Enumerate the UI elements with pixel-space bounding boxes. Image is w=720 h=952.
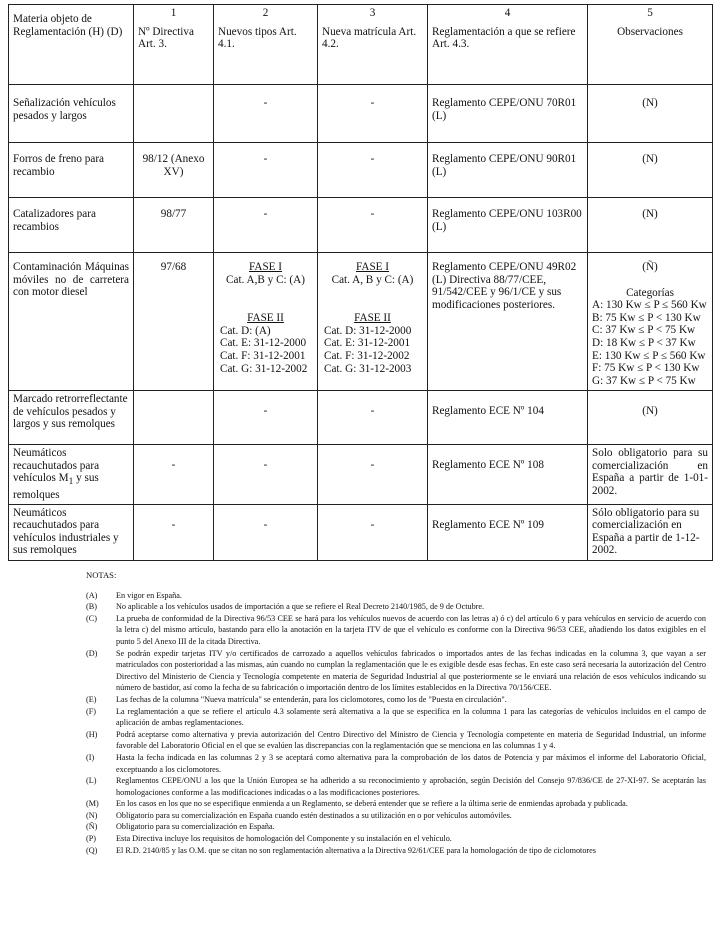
cell-reglamento: Reglamento ECE Nº 109 — [428, 504, 588, 560]
fase-line: Cat. D: 31-12-2000 — [324, 324, 412, 337]
note-item — [86, 752, 706, 775]
note-text: La reglamentación a que se refiere el artículo 4.3 solamente será alternativa a la que se especifica en la columna 1 para las categorías de vehículos incluidos en el campo de aplicación de ambas reglamentaciones. — [116, 706, 706, 728]
fase-line: Cat. G: 31-12-2003 — [324, 362, 412, 375]
note-item — [86, 648, 706, 694]
note-item — [86, 601, 706, 613]
note-text: En los casos en los que no se especifique enmienda a un Reglamento, se deberá entender que se refiere a la última serie de enmiendas aprobada y publicada. — [116, 799, 628, 809]
cell-materia: Catalizadores para recambios — [9, 198, 134, 253]
cell-obs — [588, 253, 713, 391]
note-text: Obligatorio para su comercialización en España. — [116, 822, 275, 832]
note-item — [86, 590, 706, 602]
cell-directiva — [134, 391, 214, 445]
column-number: 5 — [647, 7, 653, 19]
header-directiva — [134, 5, 214, 85]
note-code: (I) — [86, 752, 95, 762]
note-item — [86, 845, 706, 857]
column-label: Nueva matrícula Art. 4.2. — [322, 25, 417, 51]
column-number: 2 — [262, 7, 269, 19]
note-code: (F) — [86, 706, 97, 716]
cell-obs: (N) — [588, 143, 713, 198]
header-observaciones — [588, 5, 713, 85]
notes-section — [86, 570, 706, 856]
note-text: Reglamentos CEPE/ONU a los que la Unión Europea se ha adherido a su reconocimiento y aprobación, según Decisión del Consejo 97/836/CE de 27-XI-97. Se aceptarán las homologaciones conforme a las modificaciones indicadas o a las modificaciones posteriores. — [116, 776, 706, 797]
cell-obs: (N) — [588, 198, 713, 253]
categoria-line: F: 75 Kw ≤ P < 130 Kw — [592, 362, 700, 375]
column-number: 4 — [504, 7, 511, 19]
materia-subscript: 1 — [68, 477, 74, 488]
categorias-title: Categorías — [626, 286, 674, 299]
cell-matricula: - — [318, 143, 428, 198]
cell-obs: Solo obligatorio para su comercialización en España a partir de 1-01-2002. — [588, 445, 713, 505]
note-text: Obligatorio para su comercialización en España cuando estén destinados a su utilización en o por vehículos automóviles. — [116, 810, 512, 820]
header-materia — [9, 5, 134, 85]
note-text: Las fechas de la columna "Nueva matrícula" se entenderán, para los ciclomotores, como los de "Puesta en circulación". — [116, 694, 507, 704]
notes-title: NOTAS: — [86, 570, 117, 580]
column-number: 3 — [369, 7, 376, 19]
fase-line: Cat. D: (A) — [220, 324, 271, 337]
note-text: Esta Directiva incluye los requisitos de homologación del Componente y su instalación en el vehículo. — [116, 834, 452, 844]
fase-line: Cat. G: 31-12-2002 — [220, 362, 308, 375]
categoria-line: D: 18 Kw ≤ P < 37 Kw — [592, 336, 696, 349]
note-item — [86, 821, 706, 833]
column-label: Observaciones — [617, 25, 683, 38]
fase-text: Cat. A,B y C: (A) — [226, 273, 305, 286]
note-code: (H) — [86, 729, 98, 739]
table-row — [9, 85, 713, 143]
fase-title: FASE I — [248, 261, 283, 273]
note-code: (Ñ) — [86, 822, 98, 832]
fase-text: Cat. A, B y C: (A) — [331, 273, 414, 286]
cell-materia: Marcado retrorreflectante de vehículos pesados y largos y sus remolques — [9, 391, 134, 445]
note-code: (L) — [86, 776, 97, 786]
column-label: Nº Directiva Art. 3. — [138, 25, 194, 51]
column-label: Materia objeto de Reglamentación (H) (D) — [13, 13, 123, 38]
cell-nuevos: - — [214, 445, 318, 505]
cell-directiva: 97/68 — [134, 253, 214, 391]
fase-line: Cat. E: 31-12-2000 — [220, 337, 307, 350]
cell-directiva: - — [134, 504, 214, 560]
cell-nuevos: - — [214, 198, 318, 253]
note-code: (P) — [86, 834, 97, 844]
cell-reglamento: Reglamento ECE Nº 108 — [428, 445, 588, 505]
cell-matricula: - — [318, 391, 428, 445]
cell-matricula: - — [318, 504, 428, 560]
cell-obs: (N) — [588, 85, 713, 143]
header-reglamentacion — [428, 5, 588, 85]
note-code: (D) — [86, 648, 98, 658]
cell-directiva: 98/12 (Anexo XV) — [134, 143, 214, 198]
fase-title: FASE I — [355, 261, 390, 273]
materia-text: Neumáticos recauchutados para vehículos M — [13, 447, 100, 485]
note-text: No aplicable a los vehículos usados de importación a que se refiere el Real Decreto 2140/1985, de 9 de Octubre. — [116, 602, 485, 612]
cell-obs: Sólo obligatorio para su comercialización en España a partir de 1-12-2002. — [588, 504, 713, 560]
cell-reglamento: Reglamento CEPE/ONU 49R02 (L) Directiva 88/77/CEE, 91/542/CEE y 96/1/CE y sus modificaciones posteriores. — [428, 253, 588, 391]
note-code: (B) — [86, 602, 97, 612]
cell-nuevos: - — [214, 143, 318, 198]
fase-title: FASE II — [247, 312, 284, 325]
categoria-line: G: 37 Kw ≤ P < 75 Kw — [592, 374, 696, 387]
note-text: Podrá aceptarse como alternativa y previa autorización del Centro Directivo del Ministro de Ciencia y Tecnología competente en materia de Seguridad Industrial, un informe favorable del Laboratorio Oficial en el que se evalúen las discrepancias con la reglamentación que se menciona en las columnas 1 y 4. — [116, 729, 706, 751]
fase-line: Cat. F: 31-12-2002 — [324, 349, 410, 362]
column-number: 1 — [170, 7, 177, 19]
categoria-line: E: 130 Kw ≤ P ≤ 560 Kw — [592, 349, 706, 362]
note-text: Se podrán expedir tarjetas ITV y/o certificados de carrozado a aquellos vehículos fabricados o importados antes de las fechas indicadas en la columna 3, que vayan a ser matriculados con posterioridad a las mismas, aún cuando no cumplan la reglamentación que le es exigible desde esas fechas. En este caso será necesaria la autorización del Centro Directivo del Ministerio de Ciencia y Tecnología competente en materia de Seguridad Industrial al que posteriormente se le enviará una relación de esos vehículos indicando su número de bastidor, así como la fecha de su fabricación o importación dentro de los límites establecidos en la Directiva 70/156/CEE. — [116, 648, 706, 693]
note-code: (C) — [86, 613, 97, 623]
cell-nuevos: - — [214, 391, 318, 445]
column-label: Reglamentación a que se refiere Art. 4.3. — [432, 25, 576, 51]
regulation-table — [8, 4, 713, 561]
note-text: Hasta la fecha indicada en las columnas 2 y 3 se aceptará como alternativa para la comprobación de los datos de Potencia y par máximos el informe del Laboratorio Oficial, exceptuando a los ciclomotores. — [116, 752, 706, 774]
cell-matricula — [318, 253, 428, 391]
note-item — [86, 706, 706, 729]
note-code: (Q) — [86, 845, 98, 855]
note-code: (N) — [86, 810, 98, 820]
note-item — [86, 798, 706, 810]
cell-materia: Forros de freno para recambio — [9, 143, 134, 198]
header-row — [9, 5, 713, 85]
cell-matricula: - — [318, 445, 428, 505]
cell-reglamento: Reglamento CEPE/ONU 70R01 (L) — [428, 85, 588, 143]
table-row — [9, 391, 713, 445]
cell-materia: Neumáticos recauchutados para vehículos industriales y sus remolques — [9, 504, 134, 560]
note-item — [86, 694, 706, 706]
cell-materia — [9, 445, 134, 505]
fase-line: Cat. F: 31-12-2001 — [220, 349, 306, 362]
cell-materia: Señalización vehículos pesados y largos — [9, 85, 134, 143]
note-item — [86, 775, 706, 798]
note-item — [86, 729, 706, 752]
cell-directiva — [134, 85, 214, 143]
obs-mark: (Ñ) — [642, 261, 658, 273]
categoria-line: B: 75 Kw ≤ P < 130 Kw — [592, 311, 701, 324]
cell-nuevos — [214, 253, 318, 391]
note-text: La prueba de conformidad de la Directiva 96/53 CEE se hará para los vehículos nuevos de acuerdo con las letras a) ó c) del artículo 6 y para vehículos en servicio de acuerdo con la letra c) del mismo artículo, bastando para ello la anotación en la tarjeta ITV de que el vehículo es conforme con la Directiva 96/53 CEE, añadiendo los datos exigibles en el punto 5 del Anexo III de la citada Directiva. — [116, 613, 706, 646]
cell-directiva: - — [134, 445, 214, 505]
cell-reglamento: Reglamento CEPE/ONU 90R01 (L) — [428, 143, 588, 198]
column-label: Nuevos tipos Art. 4.1. — [218, 25, 297, 51]
cell-nuevos: - — [214, 504, 318, 560]
cell-matricula: - — [318, 85, 428, 143]
categoria-line: C: 37 Kw ≤ P < 75 Kw — [592, 324, 696, 337]
table-row — [9, 445, 713, 505]
table-row — [9, 253, 713, 391]
cell-nuevos: - — [214, 85, 318, 143]
table-row — [9, 504, 713, 560]
cell-reglamento: Reglamento ECE Nº 104 — [428, 391, 588, 445]
note-text: El R.D. 2140/85 y las O.M. que se citan no son reglamentación alternativa a la Directiva 92/61/CEE para la homologación de tipo de ciclomotores — [116, 845, 596, 855]
note-code: (A) — [86, 590, 98, 600]
note-item — [86, 833, 706, 845]
fase-line: Cat. E: 31-12-2001 — [324, 337, 411, 350]
cell-obs: (N) — [588, 391, 713, 445]
note-item — [86, 810, 706, 822]
note-text: En vigor en España. — [116, 590, 182, 600]
cell-reglamento: Reglamento CEPE/ONU 103R00 (L) — [428, 198, 588, 253]
table-row — [9, 143, 713, 198]
fase-title: FASE II — [354, 312, 391, 325]
note-item — [86, 613, 706, 648]
note-code: (M) — [86, 799, 99, 809]
cell-materia: Contaminación Máquinas móviles no de carretera con motor diesel — [9, 253, 134, 391]
materia-text: y sus remolques — [13, 472, 99, 502]
header-nuevos-tipos — [214, 5, 318, 85]
header-nueva-matricula — [318, 5, 428, 85]
note-code: (E) — [86, 694, 97, 704]
cell-directiva: 98/77 — [134, 198, 214, 253]
categoria-line: A: 130 Kw ≤ P ≤ 560 Kw — [592, 299, 707, 312]
cell-matricula: - — [318, 198, 428, 253]
table-row — [9, 198, 713, 253]
